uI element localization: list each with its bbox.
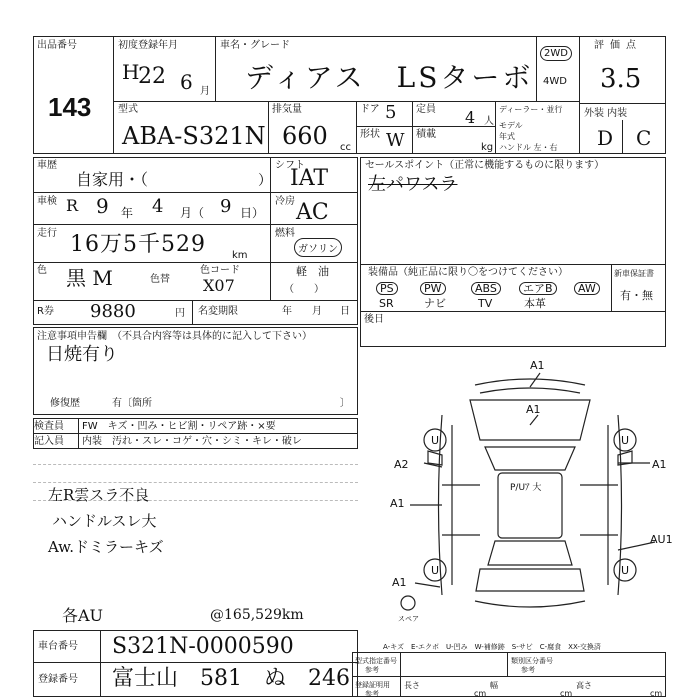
- color-code: X07: [203, 276, 235, 295]
- mark-au1-right: AU1: [650, 533, 673, 546]
- fuel-diesel: 軽 油: [296, 265, 329, 278]
- ac-label: 冷房: [275, 196, 295, 207]
- inspection-year: 9: [96, 194, 109, 218]
- recorder-items: 内装 汚れ・スレ・コゲ・穴・シミ・キレ・破レ: [82, 436, 302, 447]
- mark-u-front-left: U: [431, 434, 440, 447]
- ext-int-label: 外装 内装: [584, 108, 628, 119]
- mark-a1-right: A1: [652, 458, 667, 471]
- first-reg-year: 22: [138, 64, 166, 89]
- history-value: 自家用・（: [76, 170, 149, 189]
- width-label: 幅: [490, 681, 498, 690]
- repair-value: 有〔箇所: [112, 398, 152, 409]
- type-label: 型式指定番号: [355, 657, 397, 665]
- later-label: 後日: [364, 314, 384, 325]
- inspection-day-unit: 日）: [240, 206, 265, 220]
- notes-value: 日焼有り: [46, 344, 118, 365]
- equipment-sr: SR: [379, 297, 394, 310]
- notes-label: 注意事項申告欄 （不具合内容等は具体的に記入して下さい）: [37, 331, 312, 342]
- name-label: 車名・グレード: [220, 40, 290, 51]
- width-unit: cm: [560, 689, 573, 698]
- shift-value: IAT: [290, 166, 329, 191]
- first-reg-era: H: [122, 60, 140, 84]
- chassis-label: 車台番号: [38, 641, 78, 652]
- load-unit: kg: [481, 142, 494, 153]
- drive-2wd: 2WD: [540, 46, 572, 61]
- exterior-grade: D: [597, 126, 614, 150]
- equipment-abs: ABS: [471, 282, 501, 295]
- capacity-label: 定員: [416, 104, 436, 115]
- mileage-label: 走行: [37, 228, 57, 239]
- mark-a1-bottom: A1: [392, 576, 407, 589]
- displacement-unit: cc: [340, 142, 351, 153]
- sale-points-value: 左パワスラ: [368, 174, 458, 195]
- inspection-year-unit: 年: [121, 206, 134, 220]
- mileage-unit: km: [232, 250, 248, 261]
- dealer-label: ディーラー・並行: [499, 105, 563, 114]
- equipment-navi: ナビ: [424, 297, 446, 310]
- note-line-3: Aw.ドミラーキズ: [48, 538, 164, 556]
- inspection-month-unit: 月（: [180, 206, 205, 220]
- inspector-label: 検査員: [34, 421, 64, 432]
- type-sub: 参考: [365, 666, 379, 674]
- plate-value: 富士山 581 ぬ 246: [112, 666, 350, 691]
- equipment-ps: PS: [376, 282, 398, 295]
- model-code-label: 型式: [118, 104, 138, 115]
- color-change-label: 色替: [150, 274, 170, 285]
- new-car-label: 新車保証書: [614, 269, 654, 278]
- displacement-value: 660: [282, 122, 328, 150]
- name-change-year: 年: [282, 306, 292, 317]
- length-unit: cm: [474, 689, 487, 698]
- fuel-gas: ガソリン: [294, 238, 342, 257]
- length-label: 長さ: [404, 681, 420, 690]
- ac-value: AC: [296, 200, 329, 225]
- damage-legend: A-キズ E-エクボ U-凹み W-補修跡 S-サビ C-腐食 XX-交換済: [383, 643, 601, 651]
- height-label: 高さ: [576, 681, 592, 690]
- color-value: 黒 M: [66, 266, 113, 290]
- inspection-era: R: [66, 196, 79, 215]
- mark-u-rear-left: U: [431, 564, 440, 577]
- handle-label: ハンドル 左・右: [499, 143, 558, 152]
- shape-value: W: [386, 130, 405, 151]
- inspection-day: 9: [220, 196, 232, 217]
- doors-value: 5: [385, 102, 397, 123]
- doors-label: ドア: [360, 104, 380, 115]
- cert-label: 登録証明用: [355, 681, 390, 689]
- recycle-label: R券: [37, 306, 54, 317]
- equipment-airbag: エアB: [519, 282, 557, 295]
- chassis-value: S321N-0000590: [112, 634, 294, 659]
- car-damage-diagram: [380, 355, 680, 635]
- history-close: ）: [258, 173, 272, 189]
- repair-label: 修復歴: [50, 398, 80, 409]
- sale-points-label: セールスポイント（正常に機能するものに限ります）: [365, 160, 605, 171]
- first-reg-label: 初度登録年月: [118, 40, 178, 51]
- equipment-aw: AW: [574, 282, 600, 295]
- later-box: [360, 311, 666, 347]
- color-code-label: 色コード: [200, 265, 240, 276]
- first-reg-month: 6: [180, 70, 193, 94]
- fuel-label: 燃料: [275, 228, 295, 239]
- fuel-paren: （ ）: [284, 284, 324, 295]
- mark-a2-left: A2: [394, 458, 409, 471]
- equipment-label: 装備品（純正品に限り〇をつけてください）: [368, 267, 568, 278]
- shift-label: シフト: [275, 160, 305, 171]
- car-name: ディアス LSターボ: [245, 61, 534, 94]
- mark-a1-top: A1: [530, 359, 545, 372]
- lot-number: 143: [48, 92, 92, 122]
- history-label: 車歴: [37, 160, 57, 171]
- note-line-5: @165,529km: [210, 607, 304, 623]
- class-label: 類別区分番号: [511, 657, 553, 665]
- capacity-unit: 人: [484, 116, 494, 127]
- first-reg-month-unit: 月: [200, 86, 210, 97]
- cert-sub: 参考: [365, 690, 379, 698]
- score-value: 3.5: [600, 64, 642, 94]
- height-unit: cm: [650, 689, 663, 698]
- note-line-4: 各AU: [62, 606, 104, 625]
- inspection-month: 4: [152, 196, 164, 217]
- recycle-value: 9880: [90, 301, 136, 322]
- load-label: 積載: [416, 129, 436, 140]
- new-car-value: 有・無: [620, 289, 653, 302]
- note-line-2: ハンドルスレ大: [52, 512, 157, 530]
- mark-a1-left: A1: [390, 497, 405, 510]
- equipment-leather: 本革: [524, 297, 546, 310]
- repair-close: 〕: [340, 398, 350, 409]
- mark-u-rear-right: U: [621, 564, 630, 577]
- interior-grade: C: [636, 126, 652, 150]
- shape-label: 形状: [360, 129, 380, 140]
- displacement-label: 排気量: [272, 104, 302, 115]
- mileage-value: 16万5千529: [70, 232, 206, 257]
- equipment-pw: PW: [420, 282, 446, 295]
- inspection-label: 車検: [37, 196, 57, 207]
- drive-4wd: 4WD: [543, 76, 567, 87]
- equipment-tv: TV: [478, 297, 493, 310]
- name-change-day: 日: [340, 306, 350, 317]
- name-change-label: 名変期限: [198, 306, 238, 317]
- inspector-items: FW キズ・凹み・ヒビ割・リペア跡・×要: [82, 421, 276, 432]
- mark-a1-hood: A1: [526, 403, 541, 416]
- capacity-value: 4: [465, 108, 476, 127]
- plate-label: 登録番号: [38, 674, 78, 685]
- recorder-label: 記入員: [34, 436, 64, 447]
- model-year-label: モデル年式: [499, 121, 523, 141]
- spare-label: スペア: [398, 615, 419, 623]
- recycle-unit: 円: [175, 308, 185, 319]
- note-line-1: 左R雲スラ不良: [48, 486, 150, 504]
- mark-roof: P/Uｱ 大: [510, 483, 542, 493]
- color-label: 色: [37, 265, 47, 276]
- mark-u-front-right: U: [621, 434, 630, 447]
- name-change-month: 月: [312, 306, 322, 317]
- lot-label: 出品番号: [37, 40, 77, 51]
- class-sub: 参考: [521, 666, 535, 674]
- model-code-value: ABA-S321N: [122, 122, 266, 150]
- score-label: 評価点: [594, 40, 642, 51]
